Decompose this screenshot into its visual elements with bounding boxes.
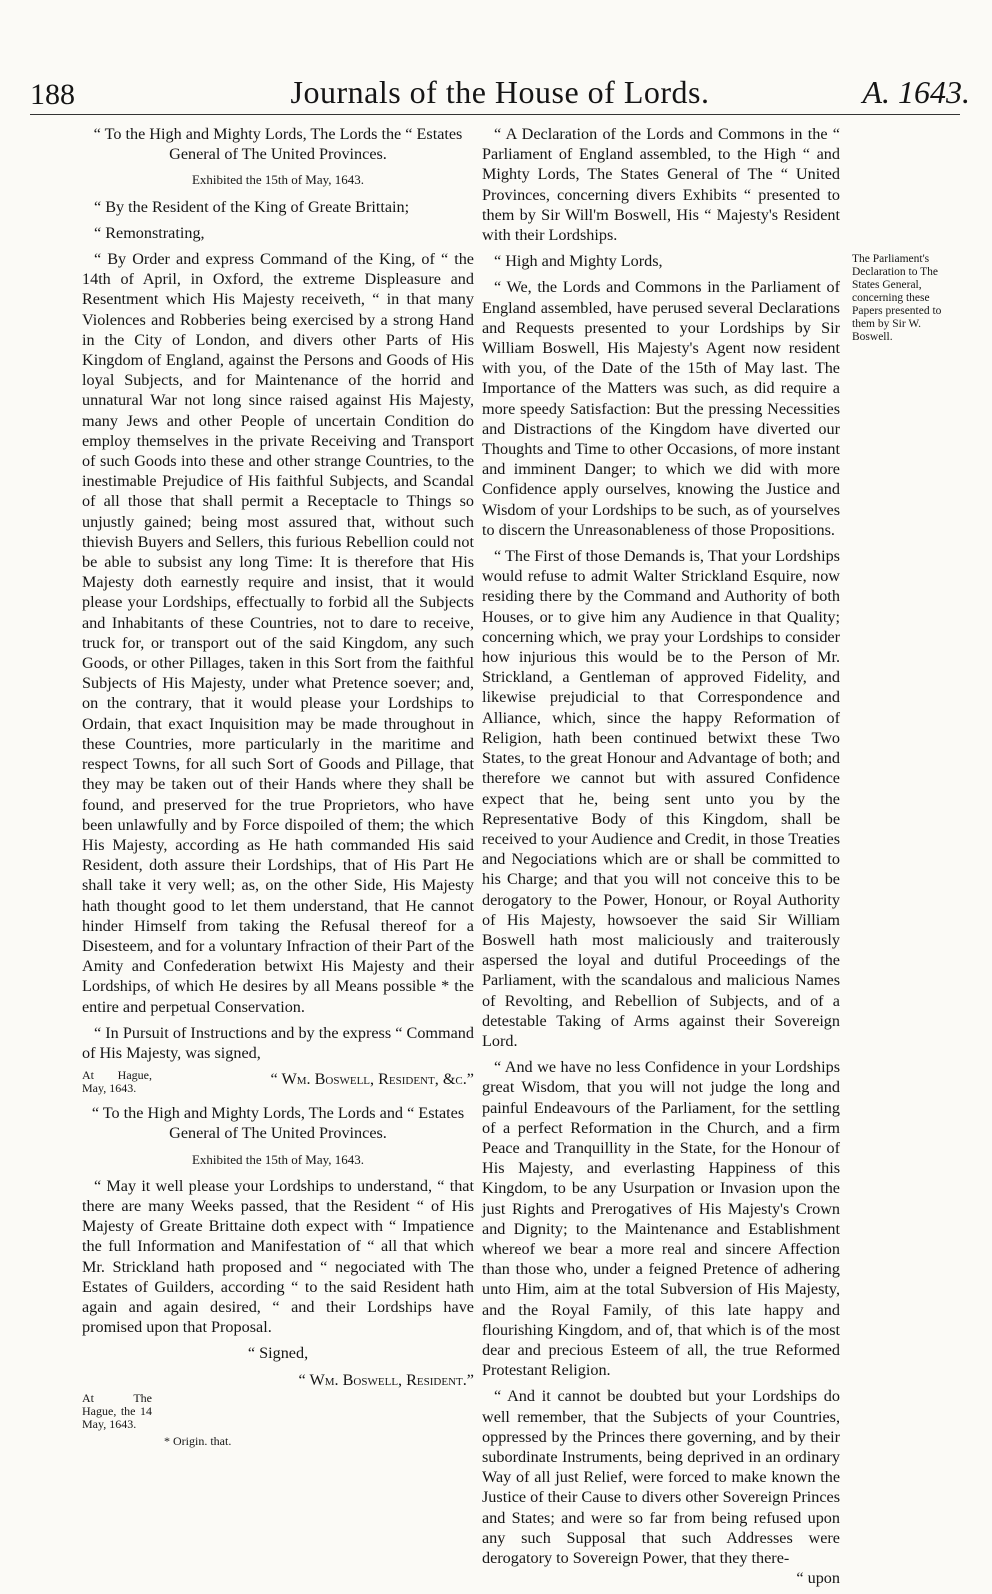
declaration-para-4: “ And it cannot be doubted but your Lordships do well remember, that the Subjects of your Countries, oppressed by the Princes there governing, and by their subordinate Instruments, being deprived in an ordinary Way of all just Relief, were forced to make known the Justice of their Cause to divers other Sovereign Princes and States; and were so far from being refused upon any such Supposal that such Addresses were derogatory to Sovereign Power, that they there- xyxy=(482,1387,840,1568)
running-year: A. 1643. xyxy=(862,74,970,110)
signature-2: “ Wm. Boswell, Resident.” xyxy=(298,1370,474,1389)
signature-1: “ Wm. Boswell, Resident, &c.” xyxy=(270,1070,474,1089)
declaration-para-3: “ And we have no less Confidence in your Lordships great Wisdom, that you will not judge the long and painful Endeavours of the Parliament, for the settling of a perfect Reformation in the Church, and a firm Peace and Tranquillity in the State, for the Honour of His Majesty, and everlasting Happiness of this Kingdom, to be any Usurpation or Invasion upon the just Rights and Prerogatives of His Majesty's Crown and Dignity; to the Maintenance and Establishment whereof we bear a more real and sincere Affection than those who, under a feigned Pretence of adhering unto Him, aim at the total Subversion of His Majesty, and the Royal Family, of this late happy and flourishing Kingdom, and of, that which is of the most dear and precious Esteem of all, the true Reformed Protestant Religion. xyxy=(482,1058,840,1380)
signature-block-1 xyxy=(82,1069,474,1095)
salutation: “ High and Mighty Lords, xyxy=(494,252,663,271)
footnote: * Origin. that. xyxy=(164,1433,232,1448)
signature-place-2: At The Hague, the 14 May, 1643. xyxy=(82,1390,152,1431)
running-title: Journals of the House of Lords. xyxy=(290,74,710,110)
pursuit-line: “ In Pursuit of Instructions and by the express “ Command of His Majesty, was signed, xyxy=(82,1023,474,1062)
address-heading-1: “ To the High and Mighty Lords, The Lords the “ Estates General of The United Provinces. xyxy=(93,125,463,164)
second-exhibit-body: “ May it well please your Lordships to understand, “ that there are many Weeks passed, that the Resident “ of His Majesty of Greate Brittaine doth expect with “ Impatience the full Information and Manifestation of “ all that which Mr. Strickland hath proposed and “ negociated with The Estates of Guilders, according “ to the said Resident hath again and again desired, “ and their Lordships have promised upon that Proposal. xyxy=(82,1176,474,1337)
declaration-para-2: “ The First of those Demands is, That your Lordships would refuse to admit Walter Strickland Esquire, now residing there by the Command and Authority of both Houses, or to give him any Audience in that Quality; concerning which, we pray your Lordships to consider how injurious this would be to the Person of Mr. Strickland, a Gentleman of approved Fidelity, and likewise prejudicial to that Correspondence and Alliance, which, since the happy Reformation of Religion, hath been continued betwixt these Two States, to the great Honour and Advantage of both; and therefore we cannot but with assured Confidence expect that he, being sent unto you by the Representative Body of this Kingdom, shall be received to your Audience and Credit, in those Treaties and Negociations which are or shall be committed to his Charge; and that you will not conceive this to be derogatory to the Power, Honour, or Royal Authority of His Majesty, howsoever the said Sir William Boswell hath most maliciously and traiterously aspersed the loyal and dutiful Proceedings of the Parliament, with the scandalous and malicious Names of Revolting, and Rebellion of Subjects, and of a detestable Taking of Arms against their Sovereign Lord. xyxy=(482,547,840,1050)
left-column xyxy=(82,124,474,1457)
remonstrating-line: “ Remonstrating, xyxy=(94,223,205,242)
exhibited-date-2: Exhibited the 15th of May, 1643. xyxy=(191,1151,365,1167)
remonstrance-body: “ By Order and express Command of the King, of “ the 14th of April, in Oxford, the extreme Displeasure and Resentment which His Majesty receiveth, “ in that many Violences and Robberies being exercised by a strong Hand in the City of London, and divers other Parts of His Kingdom of England, against the Persons and Goods of His loyal Subjects, and for Maintenance of the horrid and unnatural War not long since raised against His Majesty, many Jews and other People of uncertain Condition do employ themselves in the private Receiving and Transport of such Goods into these and other strange Countries, to the inestimable Prejudice of His faithful Subjects, and Scandal of all those that shall permit a Receptacle to Things so unjustly gained; being most assured that, without such thievish Buyers and Sellers, this furious Rebellion could not be able to subsist any long Time: It is therefore that His Majesty doth earnestly require and insist, that it would please your Lordships, effectually to forbid all the Subjects and Inhabitants of these Countries, not to dare to receive, truck for, or transport out of the said Kingdom, any such Goods, or other Pillages, taken in this Sort from the faithful Subjects of His Majesty, under what Pretence soever; and, on the contrary, that it would please your Lordships to Ordain, that exact Inquisition may be made throughout in these Countries, more particularly in the maritime and respect Towns, for all such Sort of Goods and Pillage, that they may be taken out of their Hands where they shall be found, and preserved for the true Proprietors, who have been unlawfully and by Force dispoiled of them; the which His Majesty, according as He hath commanded His said Resident, doth assure their Lordships, that of His Part He shall take it very well; as, on the other Side, His Majesty hath thought good to let them understand, that He cannot hinder Himself from taking the Refusal thereof for a Disesteem, and for a voluntary Infraction of their Part of the Amity and Confederation betwixt His Majesty and their Lordships, of which He desires by all Means possible * the entire and perpetual Conservation. xyxy=(82,250,474,1016)
signed-line: “ Signed, xyxy=(247,1344,309,1363)
declaration-title: “ A Declaration of the Lords and Commons in the “ Parliament of England assembled, to the High “ and Mighty Lords, The States General of The “ United Provinces, concerning divers Exhibits “ presented to them by Sir Will'm Boswell, His “ Majesty's Resident with their Lordships. xyxy=(482,125,840,245)
margin-note: The Parliament's Declaration to The States General, concerning these Papers presented to them by Sir W. Boswell. xyxy=(852,253,942,343)
declaration-para-1: “ We, the Lords and Commons in the Parliament of England assembled, have perused several Declarations and Requests presented to your Lordships by Sir William Boswell, His Majesty's Agent now resident with you, of the Date of the 15th of May last. The Importance of the Matters was such, as did require a more speedy Satisfaction: But the pressing Necessities and Distractions of the Kingdom have diverted our Thoughts and Time to other Occasions, of more instant and imminent Danger; to which we did with more Confidence apply ourselves, knowing the Justice and Wisdom of your Lordships to be such, as of yourselves to discern the Unreasonableness of those Propositions. xyxy=(482,278,840,539)
by-resident-line: “ By the Resident of the King of Greate Brittain; xyxy=(94,197,410,216)
signature-place-1: At Hague, May, 1643. xyxy=(82,1068,152,1096)
page-header xyxy=(30,70,970,114)
header-rule xyxy=(30,114,960,115)
page-number: 188 xyxy=(30,78,75,111)
right-column xyxy=(482,124,840,1594)
address-heading-2: “ To the High and Mighty Lords, The Lords and “ Estates General of The United Provinces. xyxy=(91,1104,465,1143)
catchword: “ upon xyxy=(796,1569,840,1588)
exhibited-date-1: Exhibited the 15th of May, 1643. xyxy=(191,172,365,188)
